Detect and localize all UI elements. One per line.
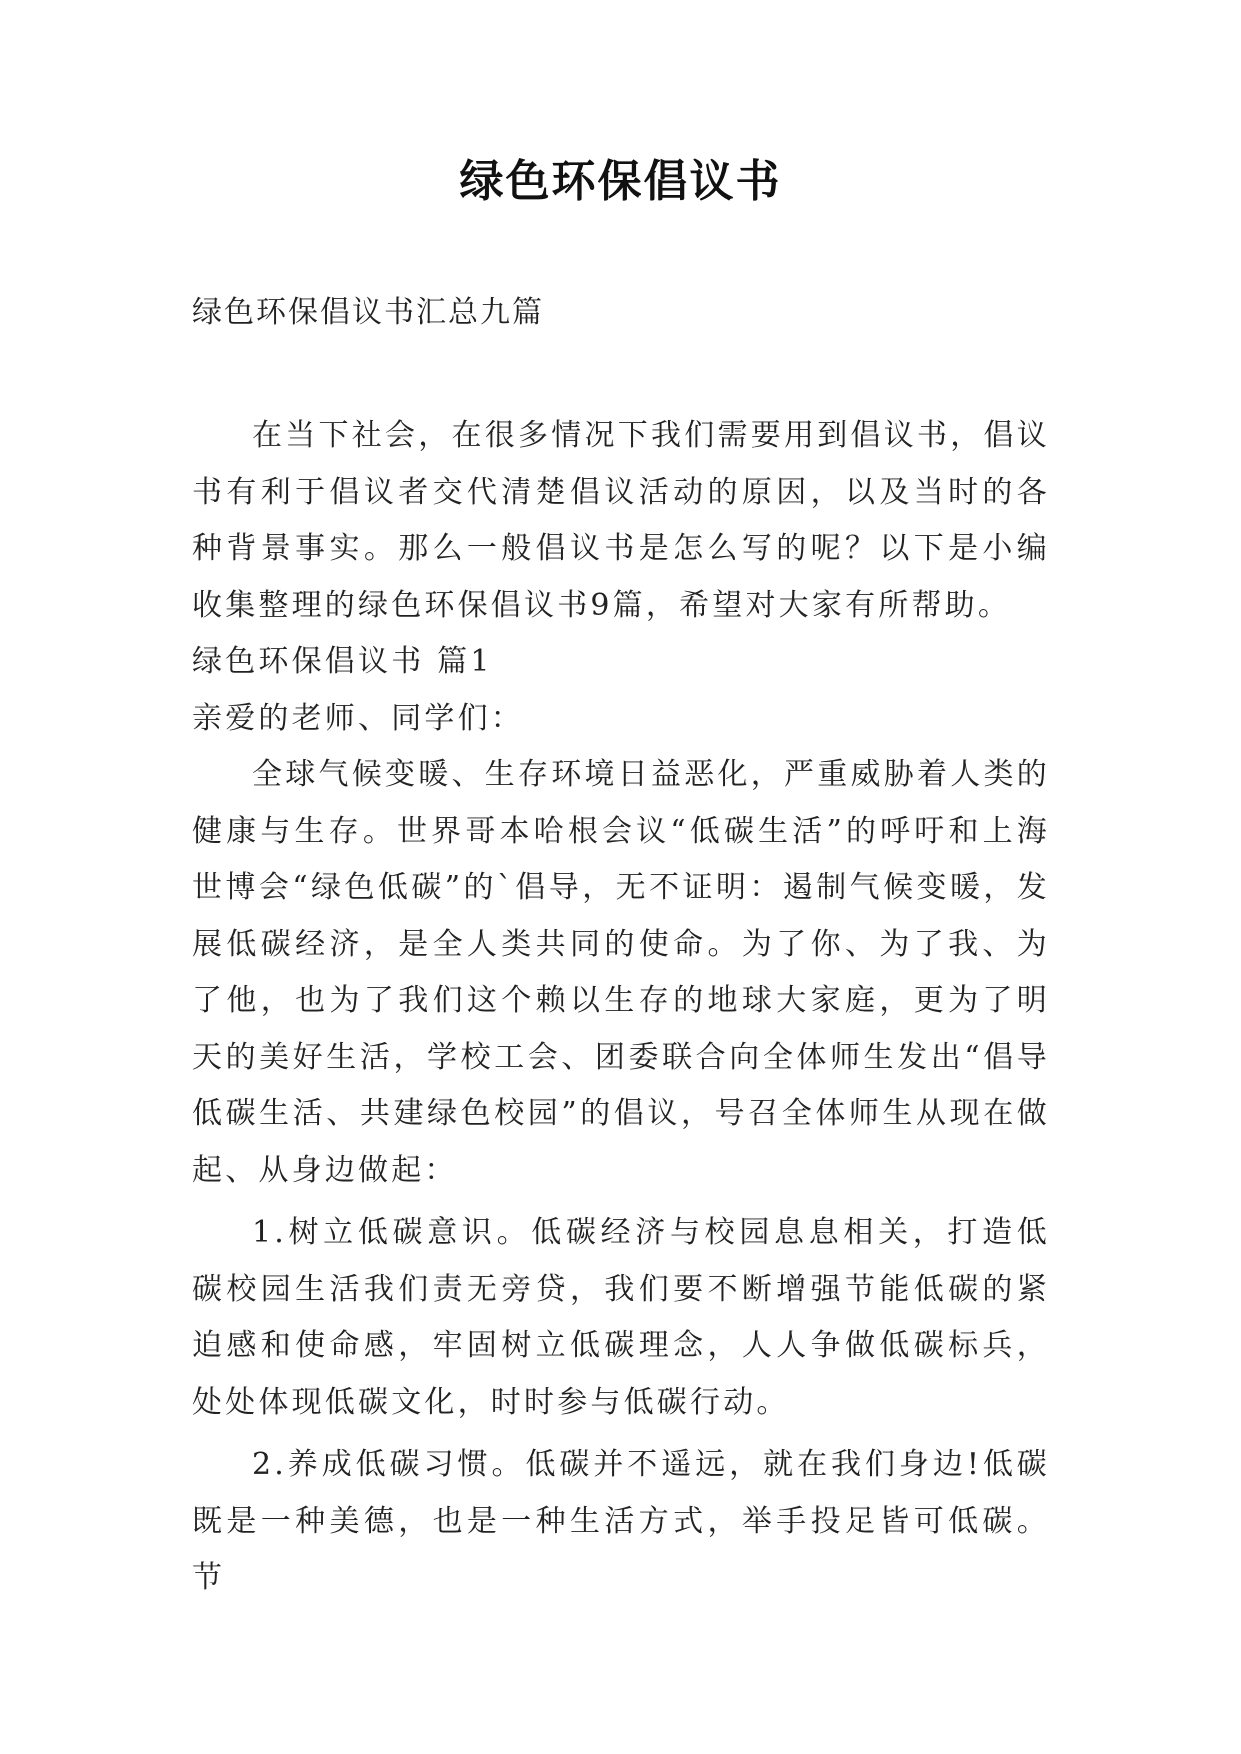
intro-paragraph: 在当下社会，在很多情况下我们需要用到倡议书，倡议书有利于倡议者交代清楚倡议活动的原因，以及当时的各种背景事实。那么一般倡议书是怎么写的呢？以下是小编收集整理的绿色环保倡议书9篇，希望对大家有所帮助。 (192, 418, 1050, 623)
document-subtitle: 绿色环保倡议书汇总九篇 (192, 295, 544, 330)
document-body (192, 408, 1050, 1607)
point-paragraph: 1.树立低碳意识。低碳经济与校园息息相关，打造低碳校园生活我们责无旁贷，我们要不断增强节能低碳的紧迫感和使命感，牢固树立低碳理念，人人争做低碳标兵，处处体现低碳文化，时时参与低碳行动。 (192, 1215, 1050, 1420)
point-paragraph: 2.养成低碳习惯。低碳并不遥远，就在我们身边!低碳既是一种美德，也是一种生活方式，举手投足皆可低碳。节 (192, 1447, 1050, 1595)
salutation: 亲爱的老师、同学们： (192, 700, 524, 736)
body-paragraph: 全球气候变暖、生存环境日益恶化，严重威胁着人类的健康与生存。世界哥本哈根会议“低碳生活”的呼吁和上海世博会“绿色低碳”的`倡导，无不证明：遏制气候变暖，发展低碳经济，是全人类共同的使命。为了你、为了我、为了他，也为了我们这个赖以生存的地球大家庭，更为了明天的美好生活，学校工会、团委联合向全体师生发出“倡导低碳生活、共建绿色校园”的倡议，号召全体师生从现在做起、从身边做起： (192, 757, 1050, 1188)
document-title: 绿色环保倡议书 (459, 156, 782, 207)
section-heading: 绿色环保倡议书 篇1 (192, 644, 493, 679)
